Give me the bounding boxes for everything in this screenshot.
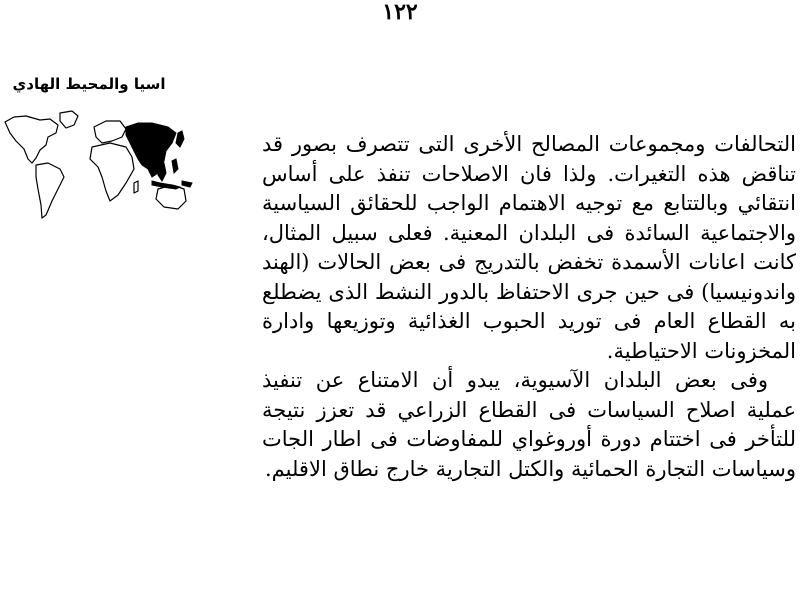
south-america-shape [36, 163, 64, 218]
north-america-shape [5, 116, 58, 163]
philippines-highlight [172, 159, 178, 173]
page-number: ١٢٢ [382, 0, 418, 25]
new-guinea-highlight [182, 181, 192, 187]
world-map-asia-highlighted-icon [2, 103, 198, 225]
europe-shape [94, 121, 126, 143]
paragraph: وفى بعض البلدان الآسيوية، يبدو أن الامتناع عن تنفيذ عملية اصلاح السياسات فى القطاع الزراعي قد تعزز نتيجة للتأخر فى اختتام دورة أوروغواي للمفاوضات فى اطار الجات وسياسات التجارة الحمائية والكتل التجارية خارج نطاق الاقليم. [262, 368, 796, 481]
body-text [262, 130, 796, 484]
madagascar-shape [134, 181, 138, 193]
japan-highlight [176, 131, 184, 147]
indochina-highlight [158, 163, 166, 181]
section-title: اسيا والمحيط الهادي [12, 75, 166, 93]
indonesia-highlight [152, 181, 180, 189]
africa-shape [90, 143, 134, 201]
paragraph: التحالفات ومجموعات المصالح الأخرى التى تتصرف بصور قد تناقض هذه التغيرات. ولذا فان الاصلاحات تنفذ على أساس انتقائي وبالتتابع مع توجيه الاهتمام الواجب للحقائق السياسية والاجتماعية السائدة فى البلدان المعنية. فعلى سبيل المثال، كانت اعانات الأسمدة تخفض بالتدريج فى بعض الحالات (الهند واندونيسيا) فى حين جرى الاحتفاظ بالدور النشط الذى يضطلع به القطاع العام فى توريد الحبوب الغذائية وتوزيعها وادارة المخزونات الاحتياطية. [262, 132, 796, 363]
greenland-shape [60, 111, 78, 128]
